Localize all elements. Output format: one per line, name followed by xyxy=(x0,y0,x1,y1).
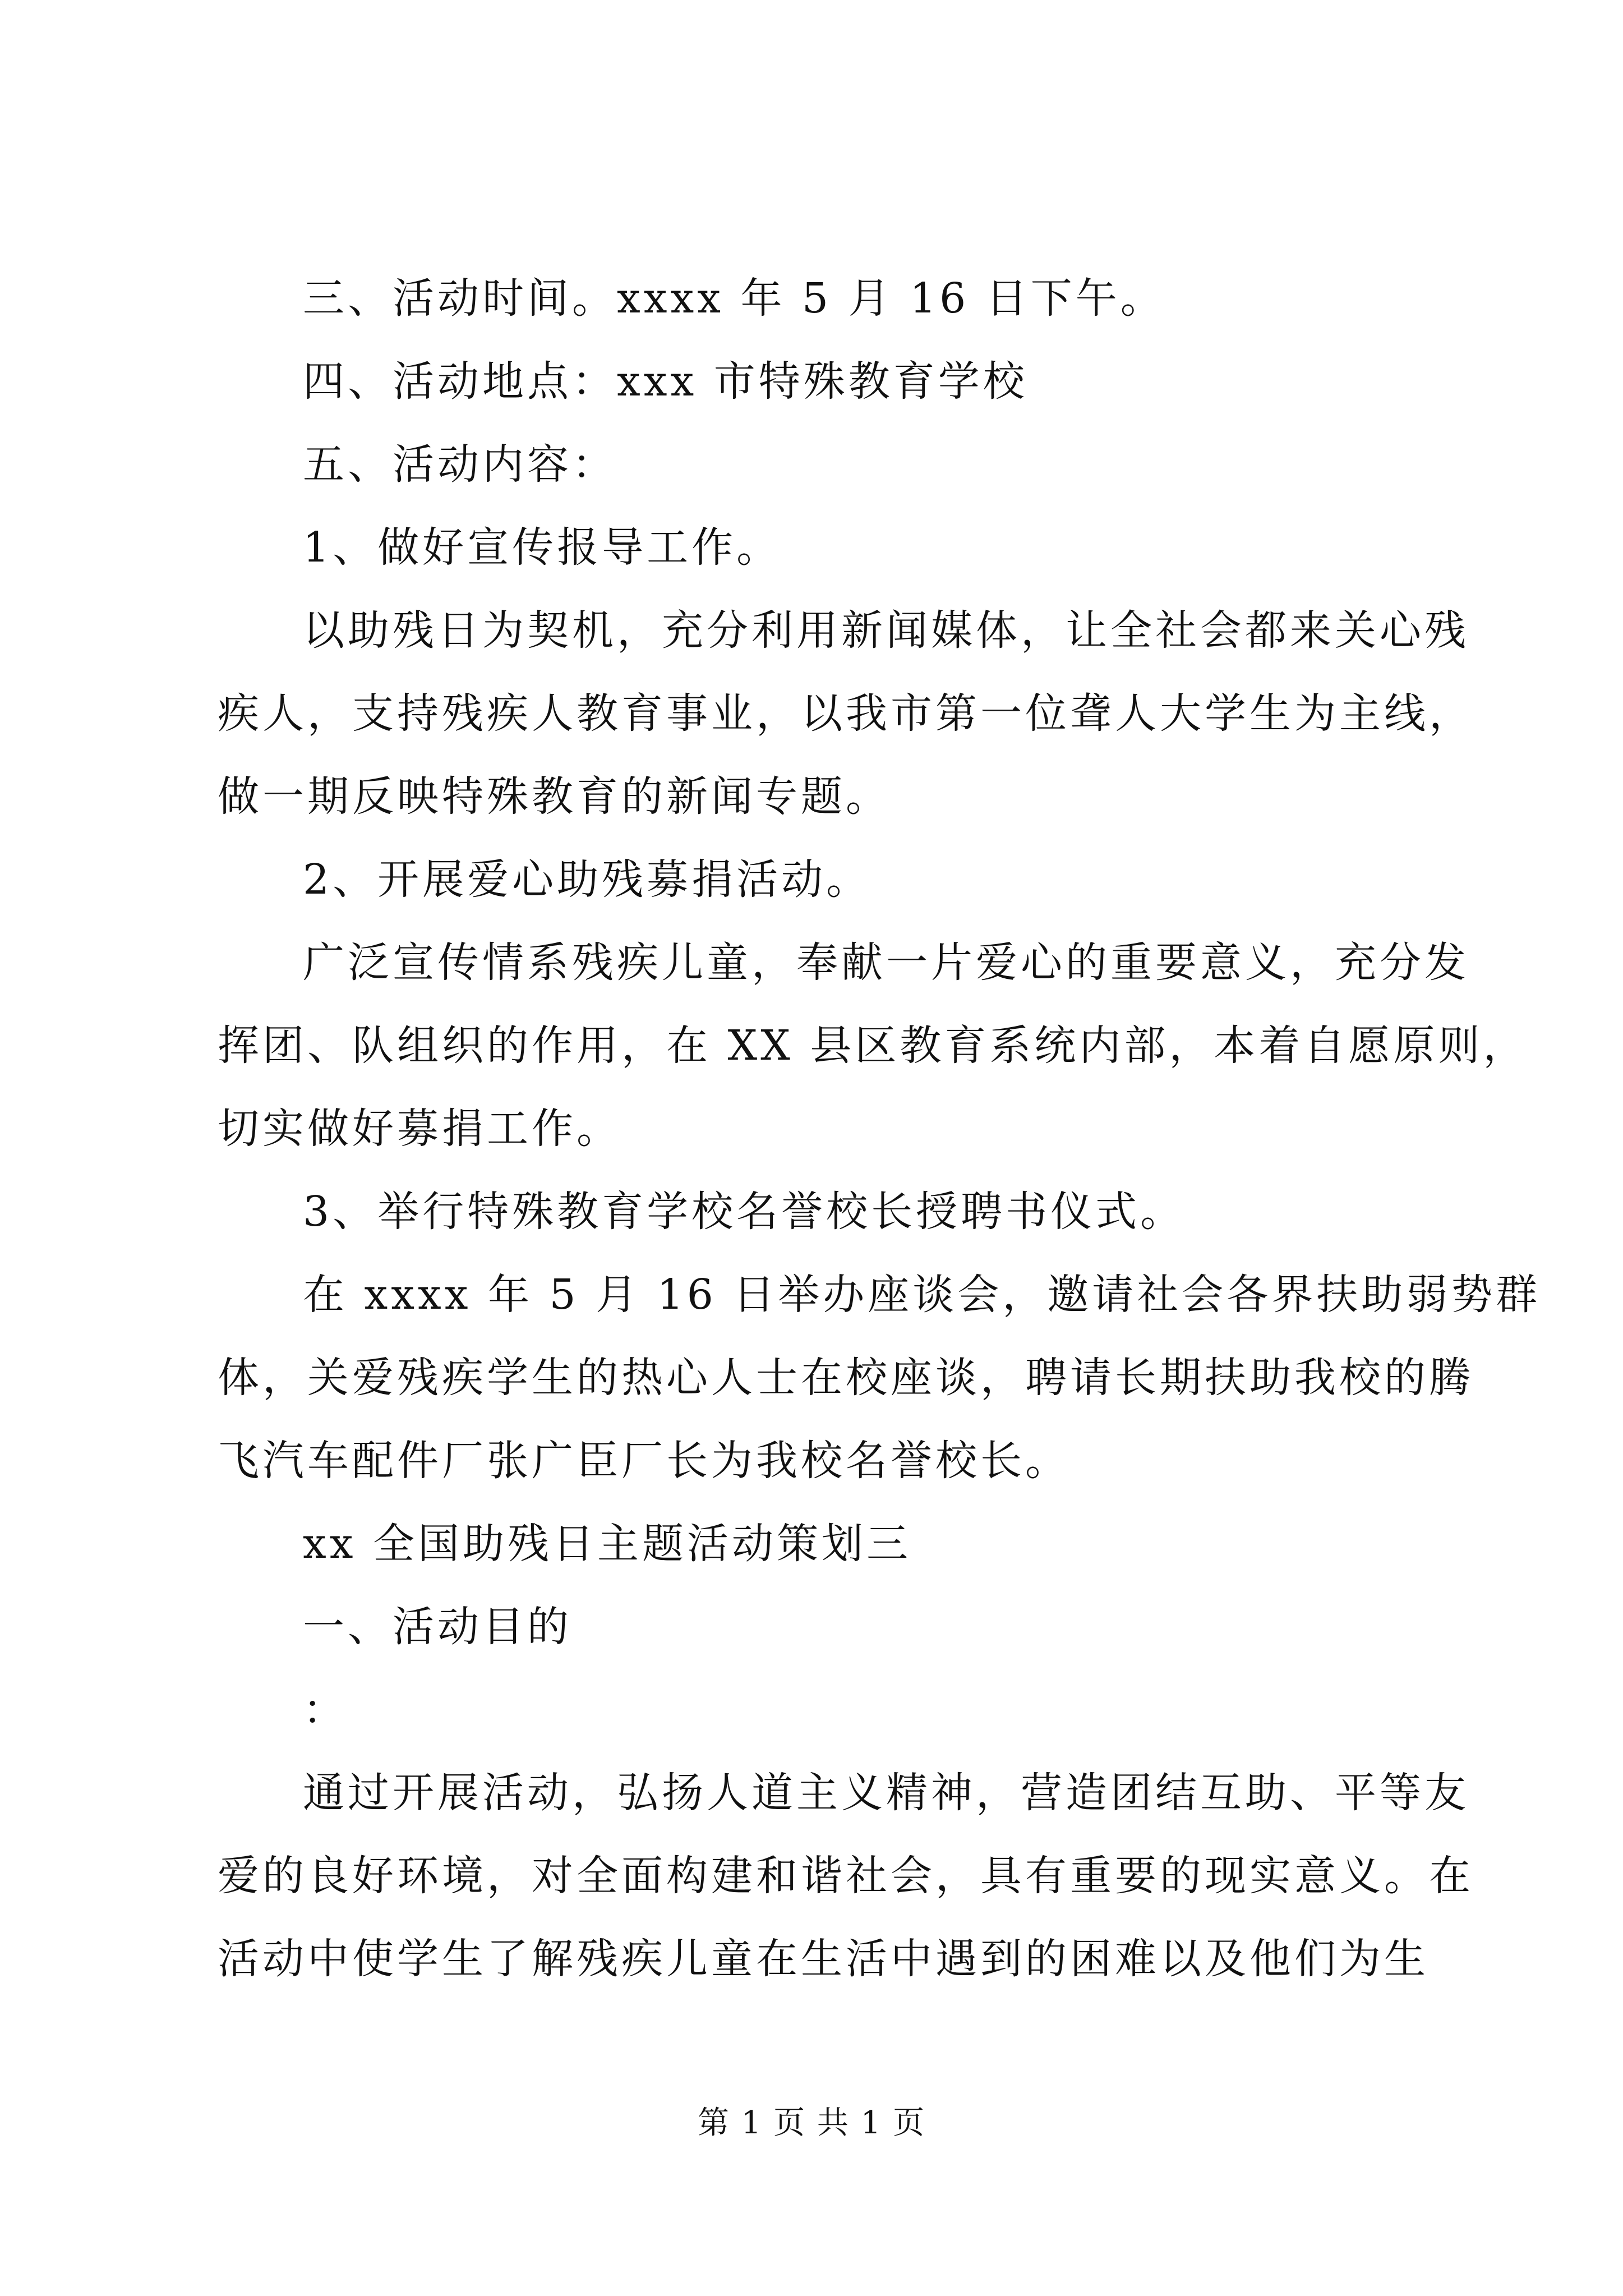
paragraph-line: 挥团、队组织的作用，在 XX 县区教育系统内部，本着自愿原则， xyxy=(218,1022,1528,1070)
document-subtitle: xx 全国助残日主题活动策划三 xyxy=(303,1520,911,1568)
paragraph-line: 通过开展活动，弘扬人道主义精神，营造团结互助、平等友 xyxy=(303,1769,1469,1817)
item-heading-3: 3、举行特殊教育学校名誉校长授聘书仪式。 xyxy=(303,1188,1186,1236)
paragraph-line: 活动中使学生了解残疾儿童在生活中遇到的困难以及他们为生 xyxy=(218,1935,1429,1983)
section-heading-purpose: 一、活动目的 xyxy=(303,1603,572,1651)
paragraph-line: 体，关爱残疾学生的热心人士在校座谈，聘请长期扶助我校的腾 xyxy=(218,1354,1474,1402)
item-heading-2: 2、开展爱心助残募捐活动。 xyxy=(303,855,872,904)
section-heading-content: 五、活动内容： xyxy=(303,440,617,489)
paragraph-line: 在 xxxx 年 5 月 16 日举办座谈会，邀请社会各界扶助弱势群 xyxy=(303,1271,1541,1319)
paragraph-line: 广泛宣传情系残疾儿童，奉献一片爱心的重要意义，充分发 xyxy=(303,938,1469,987)
paragraph-line: 爱的良好环境，对全面构建和谐社会，具有重要的现实意义。在 xyxy=(218,1852,1474,1900)
paragraph-line: 疾人，支持残疾人教育事业，以我市第一位聋人大学生为主线， xyxy=(218,689,1474,738)
paragraph-line: 飞汽车配件厂张广臣厂长为我校名誉校长。 xyxy=(218,1437,1070,1485)
document-body xyxy=(218,257,1541,2000)
page-footer: 第 1 页 共 1 页 xyxy=(697,2105,926,2141)
colon-line: ： xyxy=(303,1686,348,1734)
item-heading-1: 1、做好宣传报导工作。 xyxy=(303,523,782,572)
paragraph-line: 以助残日为契机，充分利用新闻媒体，让全社会都来关心残 xyxy=(303,606,1469,655)
section-heading-location: 四、活动地点：xxx 市特殊教育学校 xyxy=(303,357,1028,406)
paragraph-line: 切实做好募捐工作。 xyxy=(218,1105,621,1153)
section-heading-time: 三、活动时间。xxxx 年 5 月 16 日下午。 xyxy=(303,274,1165,323)
paragraph-line: 做一期反映特殊教育的新闻专题。 xyxy=(218,772,891,821)
